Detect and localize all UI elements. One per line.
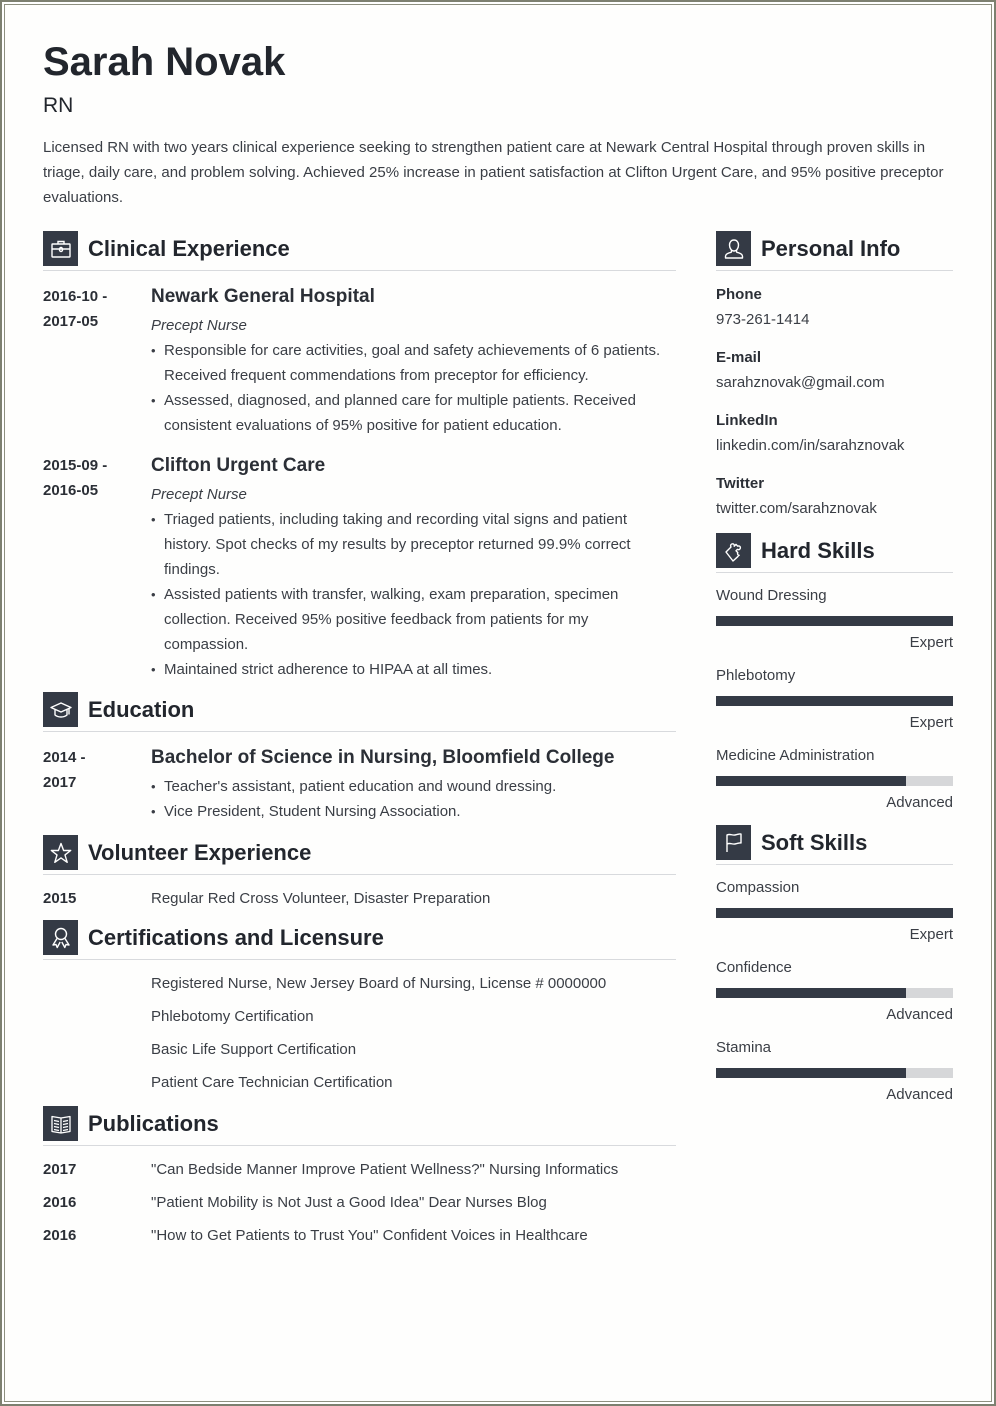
skill-level: Expert xyxy=(909,926,953,943)
user-icon xyxy=(716,231,751,266)
section-personal-info xyxy=(716,231,953,519)
skill-bar-fill xyxy=(716,908,953,918)
linkedin-link[interactable]: linkedin.com/in/sarahznovak xyxy=(716,437,905,454)
section-title: Education xyxy=(88,696,195,722)
bullet-list xyxy=(151,507,676,682)
publication-year: 2017 xyxy=(43,1161,77,1178)
skill-level: Advanced xyxy=(886,1086,953,1103)
skill-item xyxy=(716,878,953,945)
skill-bar-fill xyxy=(716,988,906,998)
publication-text: "How to Get Patients to Trust You" Confident Voices in Healthcare xyxy=(151,1227,588,1244)
open-book-icon xyxy=(43,1106,78,1141)
skill-bar-fill xyxy=(716,616,953,626)
skill-bar-track xyxy=(716,988,953,998)
skill-item xyxy=(716,586,953,653)
bullet-item: • Assisted patients with transfer, walking, exam preparation, specimen collection. Received 95% positive feedback from patients for my compassion. xyxy=(151,582,676,657)
section-title: Publications xyxy=(88,1110,219,1136)
date-start: 2016-10 - xyxy=(43,288,108,305)
skill-name: Wound Dressing xyxy=(716,587,827,604)
entry-date xyxy=(43,453,151,682)
entry-date xyxy=(43,745,151,824)
bullet-item: • Responsible for care activities, goal and safety achievements of 6 patients. Received frequent commendations from preceptor for efficiency. xyxy=(151,338,676,388)
skill-name: Compassion xyxy=(716,879,800,896)
section-header xyxy=(43,231,676,271)
skill-name: Phlebotomy xyxy=(716,667,796,684)
degree-name: Bachelor of Science in Nursing, Bloomfield College xyxy=(151,747,615,768)
section-header xyxy=(43,1106,676,1146)
bullet-item: • Triaged patients, including taking and recording vital signs and patient history. Spot checks of my results by preceptor returned 99.9% correct findings. xyxy=(151,507,676,582)
entry-date xyxy=(43,284,151,438)
skill-name: Stamina xyxy=(716,1039,772,1056)
section-hard-skills xyxy=(716,533,953,813)
section-volunteer xyxy=(43,835,676,909)
section-header xyxy=(716,533,953,573)
twitter-link[interactable]: twitter.com/sarahznovak xyxy=(716,500,877,517)
flag-icon xyxy=(716,825,751,860)
date-start: 2015-09 - xyxy=(43,457,108,474)
skill-bar-fill xyxy=(716,776,906,786)
skill-bar-track xyxy=(716,908,953,918)
puzzle-piece-icon xyxy=(716,533,751,568)
section-publications xyxy=(43,1106,676,1246)
entry-body xyxy=(151,284,676,438)
info-email xyxy=(716,348,953,393)
info-label: E-mail xyxy=(716,349,762,366)
section-soft-skills xyxy=(716,825,953,1105)
skill-bar-track xyxy=(716,696,953,706)
summary-paragraph: Licensed RN with two years clinical experience seeking to strengthen patient care at Newark Central Hospital through proven skills in triage, daily care, and problem solving. Achieved 25% increase in patient satisfaction at Clifton Urgent Care, and 95% positive preceptor evaluations. xyxy=(43,139,944,206)
candidate-name: Sarah Novak xyxy=(43,40,286,84)
section-title: Soft Skills xyxy=(761,829,868,855)
section-header xyxy=(43,920,676,960)
section-header xyxy=(716,825,953,865)
publication-entry xyxy=(43,1159,676,1180)
bullet-item: • Assessed, diagnosed, and planned care for multiple patients. Received consistent evaluations of 95% positive for patient education. xyxy=(151,388,676,438)
briefcase-icon xyxy=(43,231,78,266)
skill-name: Medicine Administration xyxy=(716,747,875,764)
skill-item xyxy=(716,958,953,1025)
skill-bar-track xyxy=(716,616,953,626)
entry-body xyxy=(151,745,676,824)
info-label: Twitter xyxy=(716,475,765,492)
section-certifications xyxy=(43,920,676,1093)
employer-name: Newark General Hospital xyxy=(151,286,375,307)
skill-level: Expert xyxy=(909,634,953,651)
info-linkedin xyxy=(716,411,953,456)
date-end: 2017-05 xyxy=(43,313,99,330)
graduation-cap-icon xyxy=(43,692,78,727)
job-role: Precept Nurse xyxy=(151,317,247,334)
bullet-list xyxy=(151,338,676,438)
info-twitter xyxy=(716,474,953,519)
info-phone xyxy=(716,285,953,330)
entry-date: 2015 xyxy=(43,890,77,907)
skill-level: Expert xyxy=(909,714,953,731)
job-role: Precept Nurse xyxy=(151,486,247,503)
section-clinical-experience xyxy=(43,231,676,682)
section-education xyxy=(43,692,676,824)
skill-name: Confidence xyxy=(716,959,792,976)
certification-item: Phlebotomy Certification xyxy=(151,1008,314,1025)
education-entry xyxy=(43,745,676,824)
skill-bar-track xyxy=(716,1068,953,1078)
volunteer-text: Regular Red Cross Volunteer, Disaster Preparation xyxy=(151,890,491,907)
certification-list xyxy=(43,973,676,1093)
skill-item xyxy=(716,1038,953,1105)
certification-item: Patient Care Technician Certification xyxy=(151,1074,393,1091)
publication-entry xyxy=(43,1225,676,1246)
section-title: Personal Info xyxy=(761,235,901,261)
skill-level: Advanced xyxy=(886,794,953,811)
publication-entry xyxy=(43,1192,676,1213)
certification-item: Basic Life Support Certification xyxy=(151,1041,357,1058)
skill-item xyxy=(716,666,953,733)
bullet-item: • Teacher's assistant, patient education and wound dressing. xyxy=(151,774,676,799)
bullet-item: • Maintained strict adherence to HIPAA at all times. xyxy=(151,657,676,682)
skill-item xyxy=(716,746,953,813)
section-title: Certifications and Licensure xyxy=(88,924,384,950)
info-label: Phone xyxy=(716,286,762,303)
experience-entry xyxy=(43,284,676,438)
entry-body xyxy=(151,453,676,682)
certification-item: Registered Nurse, New Jersey Board of Nursing, License # 0000000 xyxy=(151,975,607,992)
publication-year: 2016 xyxy=(43,1194,77,1211)
bullet-item: • Vice President, Student Nursing Association. xyxy=(151,799,676,824)
phone-value[interactable]: 973-261-1414 xyxy=(716,311,810,328)
candidate-title: RN xyxy=(43,94,74,117)
employer-name: Clifton Urgent Care xyxy=(151,455,326,476)
experience-entry xyxy=(43,453,676,682)
section-title: Clinical Experience xyxy=(88,235,290,261)
info-label: LinkedIn xyxy=(716,412,778,429)
skill-bar-fill xyxy=(716,696,953,706)
skill-bar-track xyxy=(716,776,953,786)
bullet-list xyxy=(151,774,676,824)
main-column xyxy=(43,231,676,1246)
date-end: 2016-05 xyxy=(43,482,99,499)
section-title: Volunteer Experience xyxy=(88,839,312,865)
section-header xyxy=(43,835,676,875)
volunteer-entry xyxy=(43,888,676,909)
section-header xyxy=(43,692,676,732)
skill-level: Advanced xyxy=(886,1006,953,1023)
section-header xyxy=(716,231,953,271)
award-ribbon-icon xyxy=(43,920,78,955)
skill-bar-fill xyxy=(716,1068,906,1078)
sidebar-column xyxy=(716,231,953,1105)
email-link[interactable]: sarahznovak@gmail.com xyxy=(716,374,885,391)
publication-text: "Can Bedside Manner Improve Patient Wellness?" Nursing Informatics xyxy=(151,1161,619,1178)
publication-year: 2016 xyxy=(43,1227,77,1244)
section-title: Hard Skills xyxy=(761,537,875,563)
star-icon xyxy=(43,835,78,870)
date-end: 2017 xyxy=(43,774,77,791)
publication-text: "Patient Mobility is Not Just a Good Idea" Dear Nurses Blog xyxy=(151,1194,547,1211)
date-start: 2014 - xyxy=(43,749,86,766)
